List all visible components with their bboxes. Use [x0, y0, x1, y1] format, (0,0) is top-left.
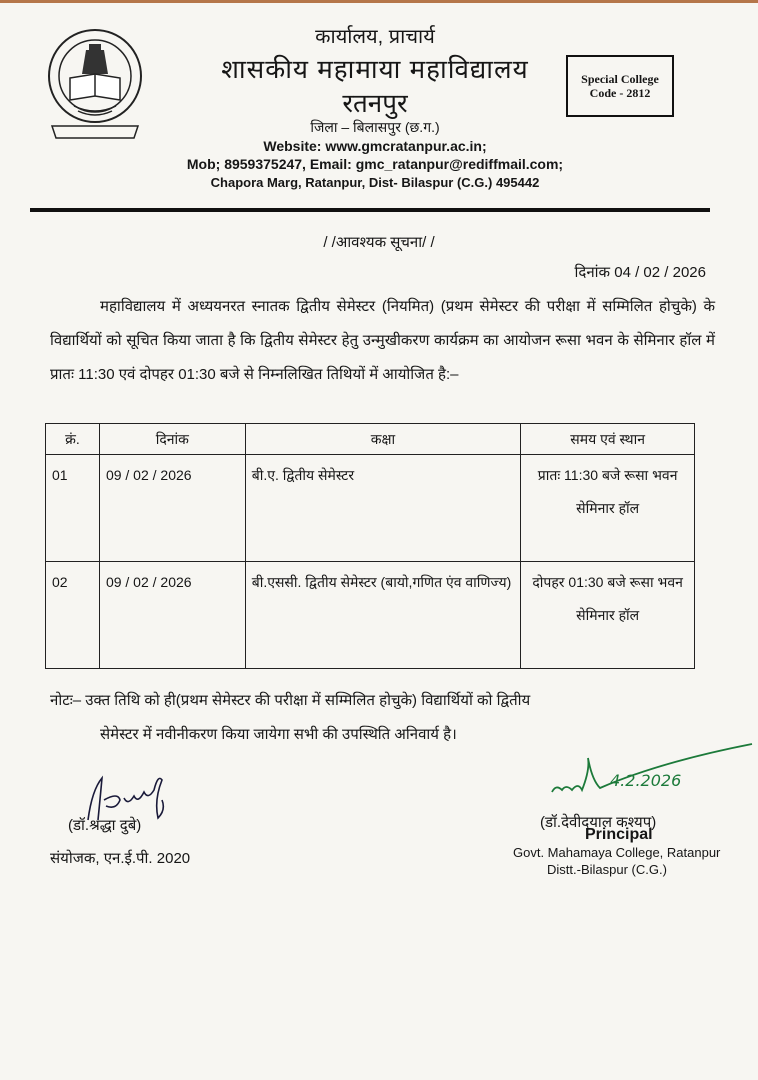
principal-name: (डॉ.देवीदयाल कश्यप): [540, 814, 657, 831]
stamp-title: Principal: [585, 826, 653, 843]
website-line: Website: www.gmcratanpur.ac.in;: [263, 138, 487, 154]
college-code-box: [566, 55, 674, 117]
cell-time-place: प्रातः 11:30 बजे रूसा भवन सेमिनार हॉल: [521, 455, 695, 562]
col-header-class: कक्षा: [245, 424, 521, 455]
note-line-1: नोटः– उक्त तिथि को ही(प्रथम सेमेस्टर की परीक्षा में सम्मिलित होचुके) विद्यार्थियों को द्वितीय: [50, 692, 531, 709]
college-logo-icon: [42, 26, 148, 144]
table-row: [46, 455, 695, 562]
district-line: जिला – बिलासपुर (छ.ग.): [310, 119, 440, 135]
stamp-college: Govt. Mahamaya College, Ratanpur: [513, 845, 721, 860]
college-town: रतनपुर: [342, 88, 408, 118]
cell-date: 09 / 02 / 2026: [99, 562, 245, 669]
principal-signature-icon: [520, 740, 758, 820]
college-code-label: Special College: [581, 72, 659, 86]
contact-line: Mob; 8959375247, Email: gmc_ratanpur@rediffmail.com;: [186, 156, 564, 172]
col-header-time-place: समय एवं स्थान: [521, 424, 695, 455]
table-header-row: [46, 424, 695, 455]
address-line: Chapora Marg, Ratanpur, Dist- Bilaspur (C.G.) 495442: [210, 175, 540, 190]
coordinator-role: संयोजक, एन.ई.पी. 2020: [50, 850, 191, 867]
coordinator-name: (डॉ.श्रद्धा दुबे): [68, 817, 142, 834]
cell-sno: 02: [46, 562, 100, 669]
schedule-table: [45, 423, 695, 669]
notice-title: / /आवश्यक सूचना/ /: [323, 234, 435, 251]
stamp-district: Distt.-Bilaspur (C.G.): [547, 862, 667, 877]
signature-date: 4.2.2026: [610, 771, 682, 790]
college-code-value: Code - 2812: [589, 86, 651, 100]
cell-class: बी.एससी. द्वितीय सेमेस्टर (बायो,गणित एंव वाणिज्य): [245, 562, 521, 669]
page-top-edge: [0, 0, 758, 3]
note-line-2: सेमेस्टर में नवीनीकरण किया जायेगा सभी की उपस्थिति अनिवार्य है।: [100, 726, 457, 743]
table-row: [46, 562, 695, 669]
office-heading: कार्यालय, प्राचार्य: [315, 26, 435, 48]
notice-date: दिनांक 04 / 02 / 2026: [574, 264, 706, 281]
header-divider: [30, 208, 710, 212]
cell-class: बी.ए. द्वितीय सेमेस्टर: [245, 455, 521, 562]
col-header-sno: क्रं.: [46, 424, 100, 455]
cell-date: 09 / 02 / 2026: [99, 455, 245, 562]
cell-sno: 01: [46, 455, 100, 562]
notice-body: महाविद्यालय में अध्ययनरत स्नातक द्वितीय सेमेस्टर (नियमित) (प्रथम सेमेस्टर की परीक्षा में सम्मिलित होचुके) के विद्यार्थियों को सूचित किया जाता है कि द्वितीय सेमेस्टर हेतु उन्मुखीकरण कार्यक्रम का आयोजन रूसा भवन के सेमिनार हॉल में प्रातः 11:30 एवं दोपहर 01:30 बजे से निम्नलिखित तिथियों में आयोजित है:–: [50, 298, 715, 383]
college-name: शासकीय महामाया महाविद्यालय: [221, 54, 529, 84]
col-header-date: दिनांक: [99, 424, 245, 455]
cell-time-place: दोपहर 01:30 बजे रूसा भवन सेमिनार हॉल: [521, 562, 695, 669]
